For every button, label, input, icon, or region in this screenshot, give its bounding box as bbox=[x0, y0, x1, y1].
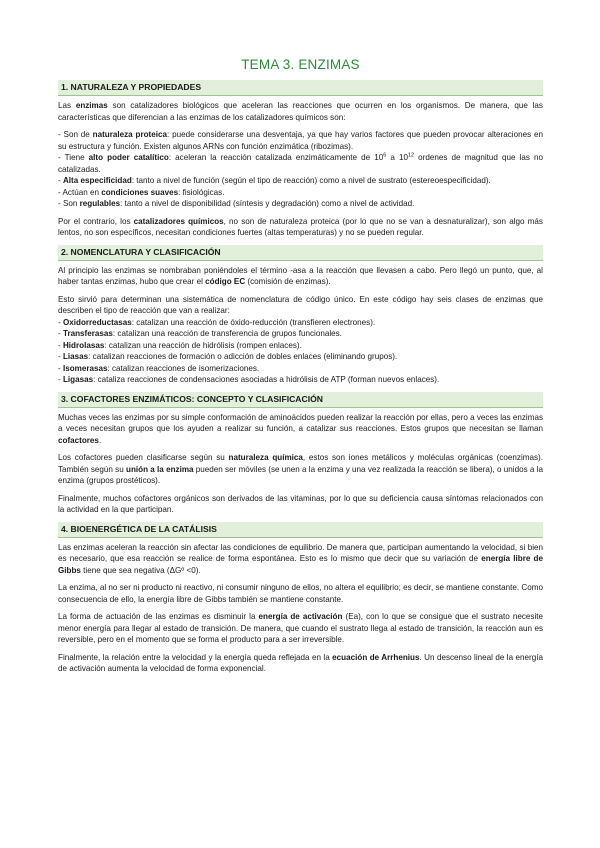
list-item: - Hidrolasas: catalizan una reacción de hidrólisis (rompen enlaces). bbox=[58, 340, 302, 350]
list-item: - Liasas: catalizan reacciones de formación o adicción de dobles enlaces (eliminando grupos). bbox=[58, 352, 398, 361]
enzyme-classes-list bbox=[58, 294, 543, 386]
paragraph-clasificacion: Los cofactores pueden clasificarse según su naturaleza química, estos son iones metálicos y moléculas orgánicas (coenzimas). También según su unión a la enzima pueden ser móviles (se unen a la enzima y una vez realizada la reacción se libera), o unidos a la enzima (grupos prostéticos). bbox=[58, 453, 543, 485]
paragraph-activacion: La forma de actuación de las enzimas es disminuir la energía de activación (Ea), con lo que se consigue que el sustrato necesite menor energía para llegar al estado de transición. De manera, que cuando el sustrato llega al estado de transición, la reacción aun es reversible, pero en el momento que se forma el producto para a ser irreversible. bbox=[58, 612, 543, 644]
list-item: - Actúan en condiciones suaves: fisiológicas. bbox=[58, 187, 225, 197]
list-item: - Isomerasas: catalizan reacciones de isomerizaciones. bbox=[58, 363, 260, 373]
paragraph-cofactores: Muchas veces las enzimas por su simple conformación de aminoácidos pueden realizar la reacción por ellas, pero a veces las enzimas a veces necesitan grupos que los ayuden a realizar su función, a catalizar sus reacciones. Estos grupos que necesitan se llaman cofactores. bbox=[58, 412, 543, 445]
paragraph-codigo: Al principio las enzimas se nombraban poniéndoles el término -asa a la reacción que llevasen a cabo. Pero llegó un punto, que, al haber tantas enzimas, hubo que crear el código EC (comisión de enzimas). bbox=[58, 265, 543, 286]
list-item: - Tiene alto poder catalítico: aceleran la reacción catalizada enzimáticamente de $10^6$ a $10^{12}$ ordenes de magnitud que las no catalizadas. bbox=[58, 152, 543, 174]
list-item: - Transferasas: catalizan una reacción de transferencia de grupos funcionales. bbox=[58, 329, 342, 338]
section-heading-naturaleza: 1. NATURALEZA Y PROPIEDADES bbox=[58, 80, 543, 96]
list-item: - Alta especificidad: tanto a nivel de función (según el tipo de reacción) como a nivel de sustrato (estereoespecificidad). bbox=[58, 176, 491, 185]
paragraph-quimicos: Por el contrario, los catalizadores químicos, no son de naturaleza proteica (por lo que no se van a desnaturalizar), son algo más lentos, no son específicos, necesitan condiciones fuertes (altas temperaturas) y no se pueden regular. bbox=[58, 216, 543, 237]
section-heading-bioenergetica: 4. BIOENERGÉTICA DE LA CATÁLISIS bbox=[58, 522, 543, 538]
paragraph-clases: Esto sirvió para determinan una sistemática de nomenclatura de código único. En este código hay seis clases de enzimas que describen el tipo de reacción que van a realizar: bbox=[58, 294, 543, 315]
paragraph-intro: Las enzimas son catalizadores biológicos que aceleran las reacciones que ocurren en los organismos. De manera, que las características que diferencian a las enzimas de los catalizadores químicos son: bbox=[58, 101, 543, 122]
list-item: - Son de naturaleza proteica: puede considerarse una desventaja, ya que hay varios factores que pueden provocar alteraciones en su estructura y función. Existen algunos ARNs con función enzimática (ribozimas). bbox=[58, 130, 543, 151]
document-title: TEMA 3. ENZIMAS bbox=[241, 57, 360, 72]
paragraph-equilibrio: La enzima, al no ser ni producto ni reactivo, ni consumir ninguno de ellos, no altera el equilibrio; es decir, se mantiene constante. Como consecuencia de ello, la energía libre de Gibbs también se mantiene constante. bbox=[58, 583, 543, 604]
document-page bbox=[58, 0, 543, 681]
paragraph-vitaminas: Finalmente, muchos cofactores orgánicos son derivados de las vitaminas, por lo que su deficiencia causa síntomas relacionados con la actividad en la que participan. bbox=[58, 493, 543, 514]
section-heading-nomenclatura: 2. NOMENCLATURA Y CLASIFICACIÓN bbox=[58, 245, 543, 261]
paragraph-arrhenius: Finalmente, la relación entre la velocidad y la energía queda reflejada en la ecuación de Arrhenius. Un descenso lineal de la energía de activación aumenta la velocidad de forma exponencial. bbox=[58, 652, 543, 673]
list-item: - Son regulables: tanto a nivel de disponibilidad (síntesis y degradación) como a nivel de actividad. bbox=[58, 199, 415, 208]
list-item: - Ligasas: cataliza reacciones de condensaciones asociadas a hidrólisis de ATP (forman nuevos enlaces). bbox=[58, 375, 440, 384]
paragraph-gibbs: Las enzimas aceleran la reacción sin afectar las condiciones de equilibrio. De manera que, participan aumentando la velocidad, si bien es necesario, que esa reacción se realice de forma espontánea. Esto es lo mismo que decir que su variación de energía libre de Gibbs tiene que sea negativa (ΔGº <0). bbox=[58, 542, 543, 575]
list-item: - Oxidorreductasas: catalizan una reacción de óxido-reducción (transfieren electrones). bbox=[58, 317, 376, 327]
properties-list bbox=[58, 129, 543, 210]
section-heading-cofactores: 3. COFACTORES ENZIMÁTICOS: CONCEPTO Y CLASIFICACIÓN bbox=[58, 392, 543, 408]
